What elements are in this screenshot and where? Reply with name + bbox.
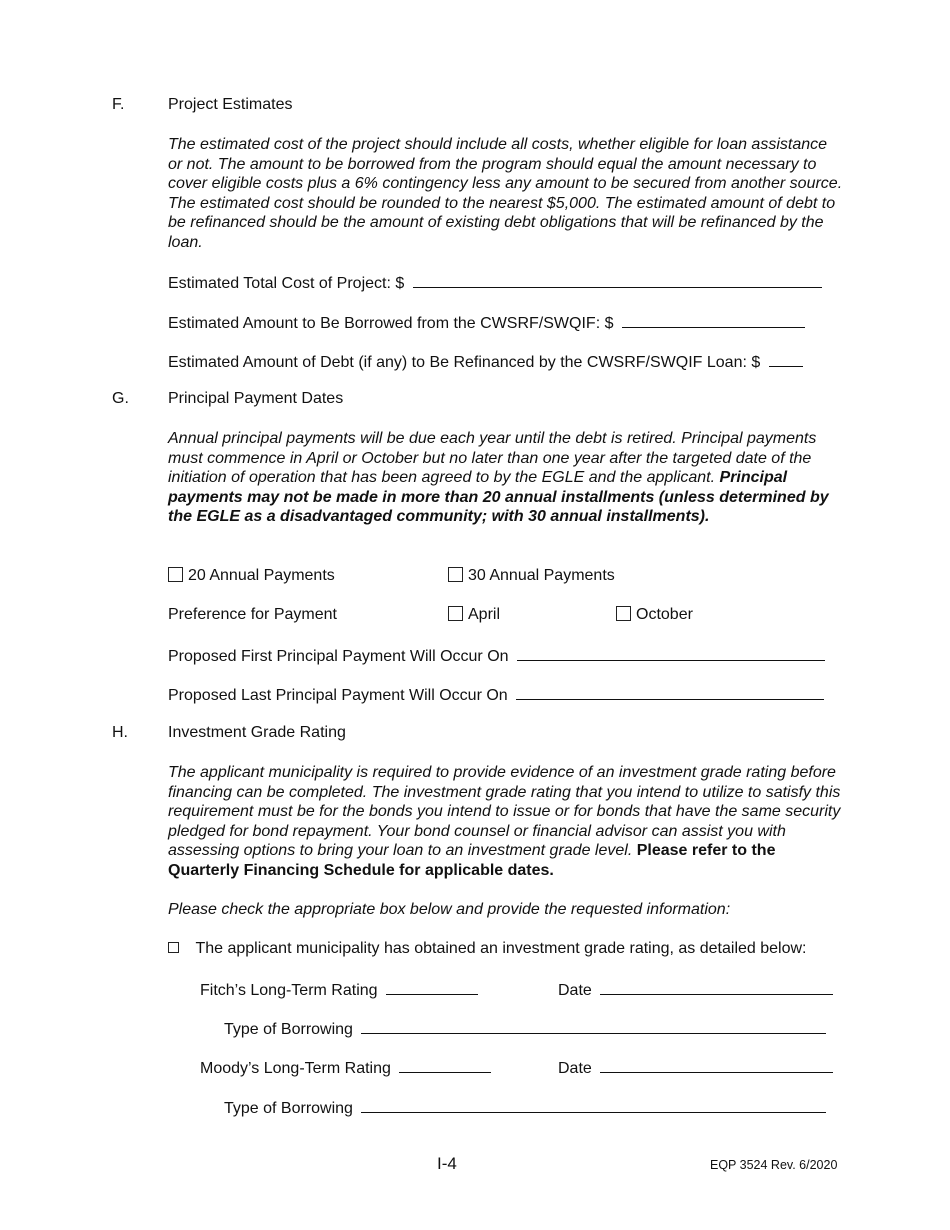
first-payment-label: Proposed First Principal Payment Will Occur On xyxy=(168,648,509,665)
fitch-row xyxy=(200,979,478,999)
moodys-borrowing-label: Type of Borrowing xyxy=(224,1100,353,1117)
fitch-rating-field[interactable] xyxy=(386,979,478,995)
section-h-paragraph-italic: The applicant municipality is required to provide evidence of an investment grade rating before financing can be completed. The investment grade rating that you intend to utilize to satisfy this requirement must be for the bonds you intend to issue or for bonds that have the same security pledged for bond repayment. Your bond counsel or financial advisor can assist you with assessing options to bring your loan to an investment grade level. xyxy=(168,764,841,860)
first-payment-row xyxy=(168,645,825,665)
refinanced-label: Estimated Amount of Debt (if any) to Be Refinanced by the CWSRF/SWQIF Loan: $ xyxy=(168,354,761,371)
option-30-checkbox[interactable] xyxy=(448,567,463,582)
section-g-letter: G. xyxy=(112,390,129,407)
fitch-borrowing-field[interactable] xyxy=(361,1018,826,1034)
last-payment-row xyxy=(168,684,824,704)
borrowed-field[interactable] xyxy=(622,312,805,328)
fitch-borrowing-label: Type of Borrowing xyxy=(224,1021,353,1038)
option-october-label: October xyxy=(636,606,693,623)
borrowed-label: Estimated Amount to Be Borrowed from the CWSRF/SWQIF: $ xyxy=(168,315,614,332)
fitch-borrowing-row xyxy=(224,1018,826,1038)
option-april-label: April xyxy=(468,606,501,623)
section-g-paragraph xyxy=(168,429,844,527)
option-october-row[interactable] xyxy=(616,605,693,625)
moodys-label: Moody’s Long-Term Rating xyxy=(200,1060,391,1077)
option-20-checkbox[interactable] xyxy=(168,567,183,582)
section-f-title: Project Estimates xyxy=(168,96,293,113)
form-id: EQP 3524 Rev. 6/2020 xyxy=(710,1158,838,1172)
section-f-letter: F. xyxy=(112,96,125,113)
option-april-checkbox[interactable] xyxy=(448,606,463,621)
borrowed-row xyxy=(168,312,805,332)
obtained-label: The applicant municipality has obtained an investment grade rating, as detailed below: xyxy=(195,940,807,957)
section-h-paragraph xyxy=(168,763,844,881)
fitch-date-row xyxy=(558,979,833,999)
fitch-date-label: Date xyxy=(558,982,592,999)
fitch-label: Fitch’s Long-Term Rating xyxy=(200,982,378,999)
section-g-paragraph-bold: Principal payments may not be made in more than 20 annual installments (unless determined by the EGLE as a disadvantaged community; with 30 annual installments). xyxy=(168,469,829,526)
moodys-date-label: Date xyxy=(558,1060,592,1077)
option-april-row[interactable] xyxy=(448,605,500,625)
total-cost-label: Estimated Total Cost of Project: $ xyxy=(168,275,405,292)
obtained-row[interactable] xyxy=(168,939,807,959)
page-number: I-4 xyxy=(437,1154,457,1173)
section-h-paragraph-bold: Please refer to the Quarterly Financing Schedule for applicable dates. xyxy=(168,842,776,879)
moodys-date-field[interactable] xyxy=(600,1057,833,1073)
option-30-row[interactable] xyxy=(448,566,615,586)
section-h-title: Investment Grade Rating xyxy=(168,724,346,741)
refinanced-row xyxy=(168,351,803,371)
moodys-date-row xyxy=(558,1057,833,1077)
last-payment-label: Proposed Last Principal Payment Will Occur On xyxy=(168,687,508,704)
section-g-title: Principal Payment Dates xyxy=(168,390,344,407)
moodys-row xyxy=(200,1057,491,1077)
total-cost-field[interactable] xyxy=(413,272,822,288)
section-h-instruction: Please check the appropriate box below and provide the requested information: xyxy=(168,901,731,918)
first-payment-field[interactable] xyxy=(517,645,825,661)
obtained-checkbox[interactable] xyxy=(168,942,179,953)
refinanced-field[interactable] xyxy=(769,351,803,367)
section-g-paragraph-italic: Annual principal payments will be due each year until the debt is retired. Principal payments must commence in April or October but no later than one year after the targeted date of the initiation of operation that has been agreed to by the EGLE and the applicant. xyxy=(168,430,817,487)
moodys-borrowing-row xyxy=(224,1097,826,1117)
total-cost-row xyxy=(168,272,822,292)
moodys-borrowing-field[interactable] xyxy=(361,1097,826,1113)
section-h-letter: H. xyxy=(112,724,128,741)
preference-label: Preference for Payment xyxy=(168,606,337,623)
section-f-paragraph: The estimated cost of the project should include all costs, whether eligible for loan assistance or not. The amount to be borrowed from the program should equal the amount necessary to cover eligible costs plus a 6% contingency less any amount to be secured from another source. The estimated cost should be rounded to the nearest $5,000. The estimated amount of debt to be refinanced should be the amount of existing debt obligations that will be refinanced by the loan. xyxy=(168,136,843,251)
option-30-label: 30 Annual Payments xyxy=(468,567,615,584)
fitch-date-field[interactable] xyxy=(600,979,833,995)
moodys-rating-field[interactable] xyxy=(399,1057,491,1073)
option-20-label: 20 Annual Payments xyxy=(188,567,335,584)
option-20-row[interactable] xyxy=(168,566,335,586)
option-october-checkbox[interactable] xyxy=(616,606,631,621)
last-payment-field[interactable] xyxy=(516,684,824,700)
